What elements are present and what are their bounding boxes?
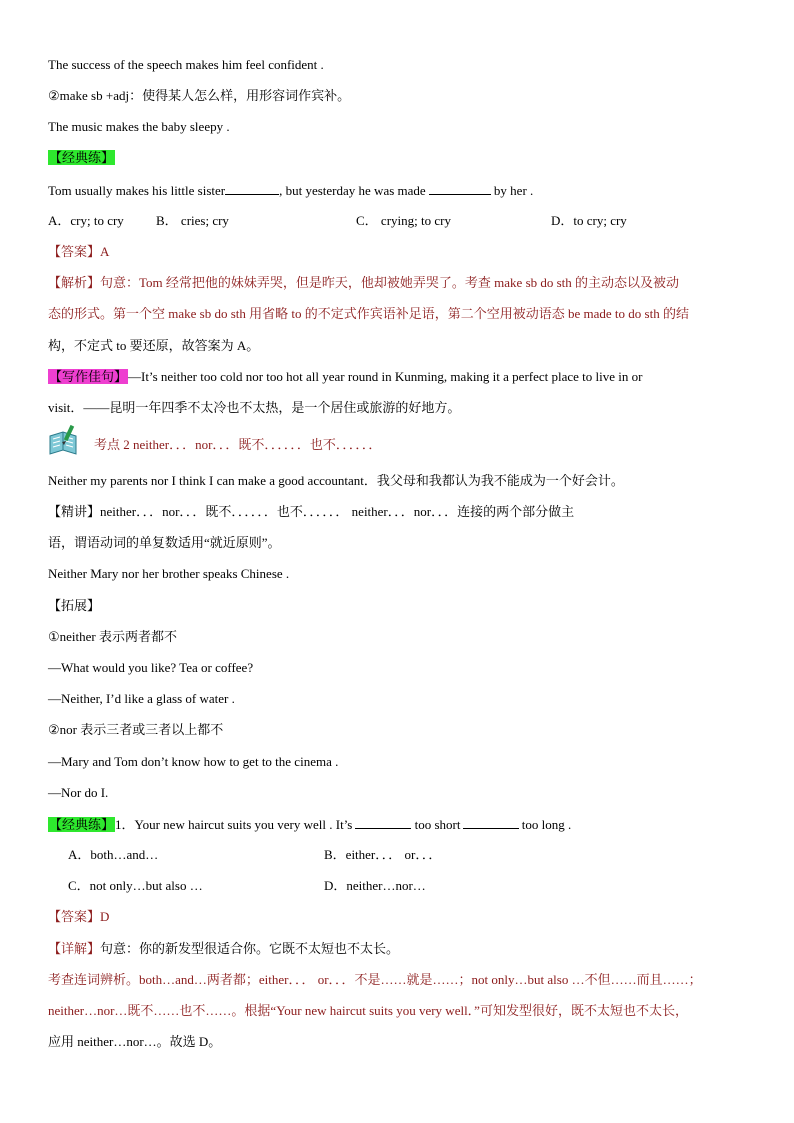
writing-sentence: 【写作佳句】—It’s neither too cold nor too hot all year round in Kunming, making it a perfect place to live in or xyxy=(49,369,643,384)
option-d[interactable]: D．neither…nor… xyxy=(324,878,426,893)
explanation-line: 应用 neither…nor…。故选 D。 xyxy=(48,1034,222,1049)
question-1: Tom usually makes his little sister , but yesterday he was made by her . xyxy=(48,183,534,198)
answer: 【答案】D xyxy=(48,909,110,924)
analysis-line: 构，不定式 to 要还原，故答案为 A。 xyxy=(48,338,260,353)
analysis: 【解析】句意：Tom 经常把他的妹妹弄哭，但是昨天，他却被她弄哭了。考查 make sb do sth 的主动态以及被动 xyxy=(48,275,680,290)
answer-blank[interactable] xyxy=(355,816,411,829)
tuozhan-heading: 【拓展】 xyxy=(48,598,101,613)
dialogue-line: —Neither, I’d like a glass of water . xyxy=(48,691,235,706)
practice-tag: 【经典练】 xyxy=(49,150,115,165)
example-sentence: The success of the speech makes him feel confident . xyxy=(48,57,324,72)
option-c[interactable]: C． crying; to cry xyxy=(356,213,451,228)
explanation-line: 考查连词辨析。both…and…两者都；either．．． or．．．不是……就是……；not only…but also …不但……而且……； xyxy=(48,972,702,987)
question-2: 【经典练】1．Your new haircut suits you very well . It’s too short too long . xyxy=(49,817,572,832)
writing-translation: visit．——昆明一年四季不太冷也不太热，是一个居住或旅游的好地方。 xyxy=(48,400,461,415)
option-b[interactable]: B． cries; cry xyxy=(156,213,229,228)
dialogue-line: —Mary and Tom don’t know how to get to the cinema . xyxy=(48,754,339,769)
answer: 【答案】A xyxy=(48,244,110,259)
answer-blank[interactable] xyxy=(463,816,519,829)
book-icon xyxy=(48,424,78,456)
example-sentence: Neither Mary nor her brother speaks Chinese . xyxy=(48,566,290,581)
tuozhan-item: ②nor 表示三者或三者以上都不 xyxy=(48,722,224,737)
dialogue-line: —Nor do I. xyxy=(48,785,109,800)
jingjiang: 【精讲】neither．．．nor．．．既不．．．．．．也不．．．．．． neither．．．nor．．．连接的两个部分做主 xyxy=(48,504,575,519)
option-b[interactable]: B．either．．． or．．． xyxy=(324,847,442,862)
option-a[interactable]: A．both…and… xyxy=(68,847,159,862)
answer-blank[interactable] xyxy=(429,182,491,195)
option-a[interactable]: A．cry; to cry xyxy=(48,213,124,228)
option-d[interactable]: D．to cry; cry xyxy=(551,213,627,228)
tuozhan-item: ①neither 表示两者都不 xyxy=(48,629,177,644)
dialogue-line: —What would you like? Tea or coffee? xyxy=(48,660,254,675)
usage-note: ②make sb +adj：使得某人怎么样，用形容词作宾补。 xyxy=(48,88,351,103)
example-sentence: Neither my parents nor I think I can make a good accountant．我父母和我都认为我不能成为一个好会计。 xyxy=(48,473,624,488)
analysis-line: 态的形式。第一个空 make sb do sth 用省略 to 的不定式作宾语补足语，第二个空用被动语态 be made to do sth 的结 xyxy=(48,306,689,321)
answer-blank[interactable] xyxy=(225,182,279,195)
jingjiang-line: 语，谓语动词的单复数适用“就近原则”。 xyxy=(48,535,281,550)
explanation-line: neither…nor…既不……也不……。根据“Your new haircut suits you very well．”可知发型很好，既不太短也不太长， xyxy=(48,1003,688,1018)
explanation: 【详解】句意：你的新发型很适合你。它既不太短也不太长。 xyxy=(48,941,400,956)
option-c[interactable]: C．not only…but also … xyxy=(68,878,203,893)
kaodian-title: 考点 2 neither．．．nor．．．既不．．．．．．也不．．．．．． xyxy=(94,437,382,452)
example-sentence: The music makes the baby sleepy . xyxy=(48,119,230,134)
